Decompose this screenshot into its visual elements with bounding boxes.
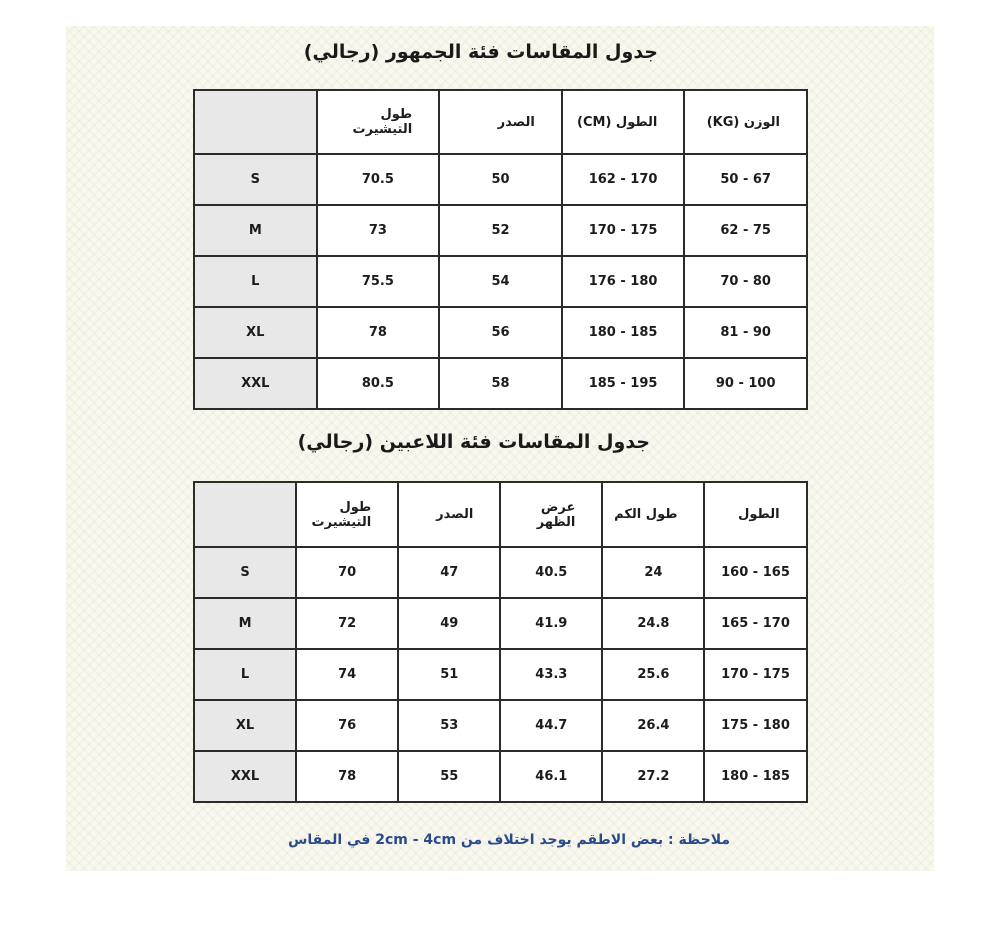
cell-back-width: 40.5 (500, 547, 602, 598)
cell-size: XXL (194, 358, 317, 409)
cell-chest: 53 (398, 700, 500, 751)
cell-height: 170 - 175 (562, 205, 685, 256)
cell-size: M (194, 598, 296, 649)
cell-weight: 90 - 100 (684, 358, 807, 409)
table-row (194, 256, 807, 307)
cell-size: XXL (194, 751, 296, 802)
cell-tshirt-length: 80.5 (317, 358, 440, 409)
table-row (194, 154, 807, 205)
cell-weight: 62 - 75 (684, 205, 807, 256)
table-row (194, 598, 807, 649)
cell-sleeve-length: 24 (602, 547, 704, 598)
header-weight: الوزن (KG) (684, 90, 807, 154)
header-tshirt-length: طول التيشيرت (296, 482, 398, 547)
cell-weight: 50 - 67 (684, 154, 807, 205)
cell-size: S (194, 154, 317, 205)
cell-back-width: 44.7 (500, 700, 602, 751)
cell-sleeve-length: 27.2 (602, 751, 704, 802)
cell-height: 170 - 175 (704, 649, 806, 700)
cell-tshirt-length: 70.5 (317, 154, 440, 205)
players-size-table (193, 481, 808, 803)
cell-tshirt-length: 74 (296, 649, 398, 700)
header-chest: الصدر (439, 90, 562, 154)
header-sleeve-length: طول الكم (602, 482, 704, 547)
cell-sleeve-length: 24.8 (602, 598, 704, 649)
table-row (194, 205, 807, 256)
cell-weight: 81 - 90 (684, 307, 807, 358)
cell-height: 165 - 170 (704, 598, 806, 649)
cell-height: 185 - 195 (562, 358, 685, 409)
cell-height: 180 - 185 (562, 307, 685, 358)
cell-chest: 51 (398, 649, 500, 700)
table-row (194, 751, 807, 802)
cell-size: M (194, 205, 317, 256)
header-height: الطول (CM) (562, 90, 685, 154)
header-tshirt-length: طول التيشيرت (317, 90, 440, 154)
header-chest: الصدر (398, 482, 500, 547)
cell-back-width: 43.3 (500, 649, 602, 700)
header-size-corner (194, 482, 296, 547)
table-row (194, 649, 807, 700)
cell-tshirt-length: 72 (296, 598, 398, 649)
table-row (194, 547, 807, 598)
cell-chest: 54 (439, 256, 562, 307)
header-height: الطول (704, 482, 806, 547)
fans-table-title: جدول المقاسات فئة الجمهور (رجالي) (303, 41, 658, 63)
cell-height: 175 - 180 (704, 700, 806, 751)
cell-height: 180 - 185 (704, 751, 806, 802)
cell-back-width: 46.1 (500, 751, 602, 802)
cell-back-width: 41.9 (500, 598, 602, 649)
cell-tshirt-length: 70 (296, 547, 398, 598)
cell-size: XL (194, 700, 296, 751)
cell-sleeve-length: 26.4 (602, 700, 704, 751)
cell-chest: 56 (439, 307, 562, 358)
cell-chest: 50 (439, 154, 562, 205)
table-row (194, 307, 807, 358)
table-row (194, 700, 807, 751)
cell-chest: 47 (398, 547, 500, 598)
header-back-width: عرض الظهر (500, 482, 602, 547)
cell-height: 162 - 170 (562, 154, 685, 205)
players-table-title: جدول المقاسات فئة اللاعبين (رجالي) (297, 431, 650, 453)
cell-chest: 55 (398, 751, 500, 802)
table-header-row (194, 482, 807, 547)
cell-height: 176 - 180 (562, 256, 685, 307)
cell-tshirt-length: 78 (317, 307, 440, 358)
cell-chest: 58 (439, 358, 562, 409)
cell-size: L (194, 256, 317, 307)
cell-tshirt-length: 73 (317, 205, 440, 256)
cell-tshirt-length: 76 (296, 700, 398, 751)
header-size-corner (194, 90, 317, 154)
cell-chest: 49 (398, 598, 500, 649)
cell-size: S (194, 547, 296, 598)
cell-size: L (194, 649, 296, 700)
sizing-note: ملاحظة : بعض الاطقم يوجد اختلاف من 2cm - 4cm في المقاس (288, 832, 730, 848)
cell-sleeve-length: 25.6 (602, 649, 704, 700)
cell-tshirt-length: 78 (296, 751, 398, 802)
table-header-row (194, 90, 807, 154)
cell-height: 160 - 165 (704, 547, 806, 598)
cell-size: XL (194, 307, 317, 358)
cell-chest: 52 (439, 205, 562, 256)
table-row (194, 358, 807, 409)
cell-tshirt-length: 75.5 (317, 256, 440, 307)
cell-weight: 70 - 80 (684, 256, 807, 307)
fans-size-table (193, 89, 808, 410)
